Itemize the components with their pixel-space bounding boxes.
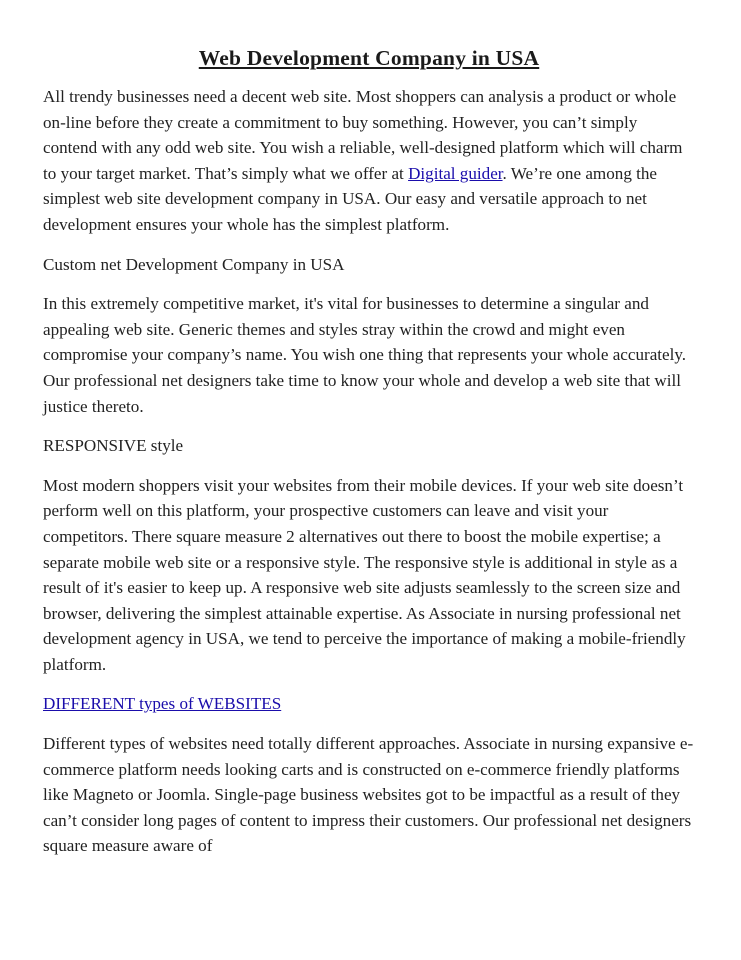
intro-text-after-link: . We’re one among the simplest web site development company in USA. Our easy and versatile approach to net development ensures your whole has the simplest platform. [43,163,658,234]
section-heading-responsive-style: RESPONSIVE style [43,436,184,456]
section-heading-custom-development: Custom net Development Company in USA [43,254,345,274]
document-page [43,44,695,873]
intro-text-before-link: All trendy businesses need a decent web site. Most shoppers can analysis a product or whole on-line before they create a commitment to buy something. However, you can’t simply contend with any odd web site. You wish a reliable, well-designed platform which will charm to your target market. That’s simply what we offer at [43,87,683,183]
responsive-style-paragraph: Most modern shoppers visit your websites from their mobile devices. If your web site doesn’t perform well on this platform, your prospective customers can leave and visit your competitors. There square measure 2 alternatives out there to boost the mobile expertise; a separate mobile web site or a responsive style. The responsive style is additional in style as a result of it's easier to keep up. A responsive web site adjusts seamlessly to the screen size and browser, delivering the simplest attainable expertise. As Associate in nursing professional net development agency in USA, we tend to perceive the importance of making a mobile-friendly platform. [43,475,686,674]
website-types-paragraph: Different types of websites need totally different approaches. Associate in nursing expansive e-commerce platform needs looking carts and is constructed on e-commerce friendly platforms like Magneto or Joomla. Single-page business websites got to be impactful as a result of they can’t consider long pages of content to impress their customers. Our professional net designers square measure aware of [43,734,694,856]
page-title: Web Development Company in USA [198,46,540,70]
section-heading-website-types-link[interactable]: DIFFERENT types of WEBSITES [43,694,282,714]
intro-paragraph [43,84,695,238]
digital-guider-link[interactable]: Digital guider [408,163,503,183]
custom-development-paragraph: In this extremely competitive market, it's vital for businesses to determine a singular and appealing web site. Generic themes and styles stray within the crowd and might even compromise your company’s name. You wish one thing that represents your whole accurately. Our professional net designers take time to know your whole and develop a web site that will justice thereto. [43,294,687,416]
